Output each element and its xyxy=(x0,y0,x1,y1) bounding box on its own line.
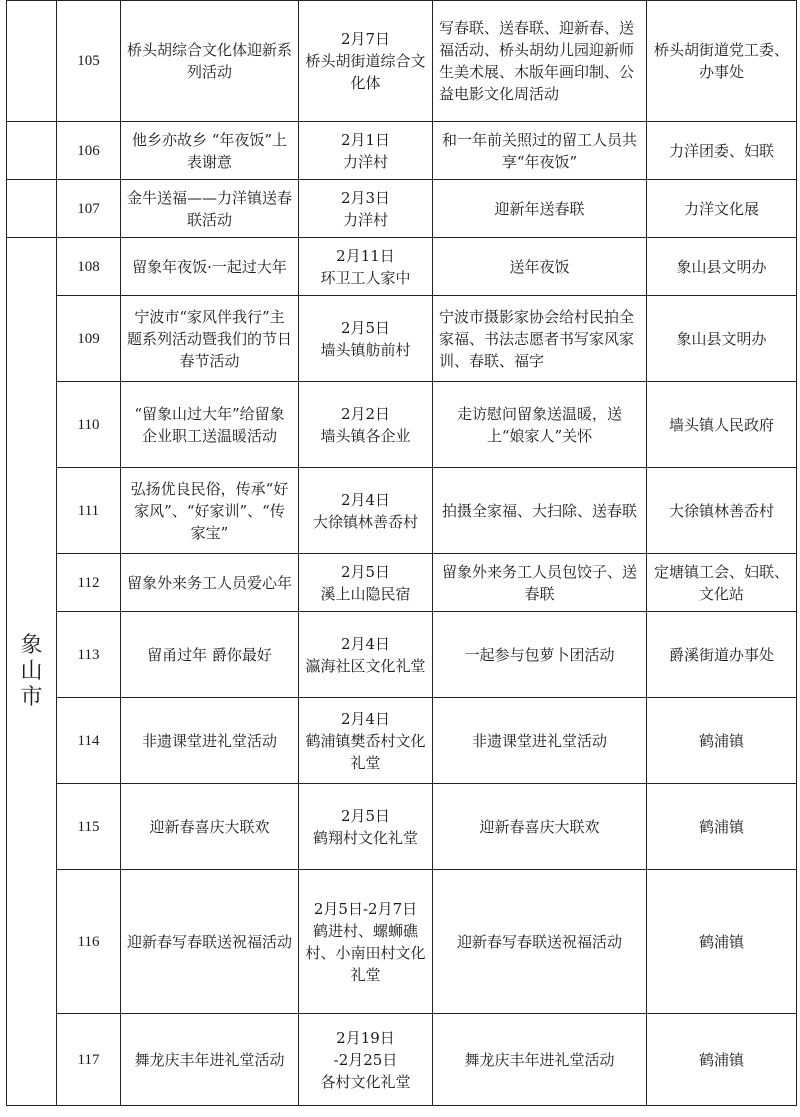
row-number: 105 xyxy=(57,1,121,122)
activity-name: 弘扬优良民俗，传承“好 家风”、“好家训”、“传家宝” xyxy=(121,468,299,554)
activity-name: 留象外来务工人员爱心年 xyxy=(121,554,299,612)
activity-content: 迎新春写春联送祝福活动 xyxy=(433,870,647,1014)
table-row xyxy=(7,784,797,870)
activity-name: 桥头胡综合文化体迎新系列活动 xyxy=(121,1,299,122)
time-place: 2月2日 墙头镇各企业 xyxy=(299,382,433,468)
region-label: 象山市 xyxy=(20,632,43,710)
time-place: 2月4日 瀛海社区文化礼堂 xyxy=(299,612,433,698)
time-place: 2月5日 墙头镇舫前村 xyxy=(299,296,433,382)
table-row xyxy=(7,870,797,1014)
activity-content: 走访慰问留象送温暖，送上“娘家人”关怀 xyxy=(433,382,647,468)
region-cell-blank xyxy=(7,180,57,238)
row-number: 113 xyxy=(57,612,121,698)
row-number: 111 xyxy=(57,468,121,554)
region-cell xyxy=(7,238,57,1106)
activity-name: 他乡亦故乡 “年夜饭”上表谢意 xyxy=(121,122,299,180)
activity-name: 迎新春喜庆大联欢 xyxy=(121,784,299,870)
activity-content: 一起参与包萝卜团活动 xyxy=(433,612,647,698)
time-place: 2月11日 环卫工人家中 xyxy=(299,238,433,296)
activity-name: 留象年夜饭·一起过大年 xyxy=(121,238,299,296)
table-row xyxy=(7,1,797,122)
organizer: 鹤浦镇 xyxy=(647,870,797,1014)
organizer: 象山县文明办 xyxy=(647,238,797,296)
organizer: 力洋团委、妇联 xyxy=(647,122,797,180)
row-number: 114 xyxy=(57,698,121,784)
table-row xyxy=(7,468,797,554)
activity-content: 迎新春喜庆大联欢 xyxy=(433,784,647,870)
activity-name: 非遗课堂进礼堂活动 xyxy=(121,698,299,784)
activity-name: 迎新春写春联送祝福活动 xyxy=(121,870,299,1014)
activity-content: 写春联、送春联、迎新春、送福活动、桥头胡幼儿园迎新师生美术展、木版年画印制、公益电影文化周活动 xyxy=(433,1,647,122)
activity-name: 宁波市“家风伴我行”主题系列活动暨我们的节日春节活动 xyxy=(121,296,299,382)
row-number: 109 xyxy=(57,296,121,382)
organizer: 鹤浦镇 xyxy=(647,698,797,784)
activity-content: 舞龙庆丰年进礼堂活动 xyxy=(433,1014,647,1106)
table-row xyxy=(7,382,797,468)
activities-table xyxy=(6,0,797,1106)
row-number: 117 xyxy=(57,1014,121,1106)
region-cell-blank xyxy=(7,1,57,122)
organizer: 桥头胡街道党工委、办事处 xyxy=(647,1,797,122)
time-place: 2月4日 大徐镇林善岙村 xyxy=(299,468,433,554)
time-place: 2月4日 鹤浦镇樊岙村文化礼堂 xyxy=(299,698,433,784)
activity-name: “留象山过大年”给留象企业职工送温暖活动 xyxy=(121,382,299,468)
organizer: 墙头镇人民政府 xyxy=(647,382,797,468)
activity-content: 和一年前关照过的留工人员共享“年夜饭” xyxy=(433,122,647,180)
table-row xyxy=(7,180,797,238)
table-row xyxy=(7,296,797,382)
time-place: 2月3日 力洋村 xyxy=(299,180,433,238)
table-row xyxy=(7,612,797,698)
table-row xyxy=(7,238,797,296)
row-number: 115 xyxy=(57,784,121,870)
activity-content: 宁波市摄影家协会给村民拍全家福、书法志愿者书写家风家训、春联、福字 xyxy=(433,296,647,382)
row-number: 106 xyxy=(57,122,121,180)
organizer: 象山县文明办 xyxy=(647,296,797,382)
organizer: 鹤浦镇 xyxy=(647,784,797,870)
table-row xyxy=(7,554,797,612)
time-place: 2月5日 溪上山隐民宿 xyxy=(299,554,433,612)
region-cell-blank xyxy=(7,122,57,180)
organizer: 大徐镇林善岙村 xyxy=(647,468,797,554)
table-row xyxy=(7,1014,797,1106)
activity-content: 非遗课堂进礼堂活动 xyxy=(433,698,647,784)
row-number: 107 xyxy=(57,180,121,238)
time-place: 2月19日 -2月25日 各村文化礼堂 xyxy=(299,1014,433,1106)
time-place: 2月1日 力洋村 xyxy=(299,122,433,180)
row-number: 108 xyxy=(57,238,121,296)
time-place: 2月5日 鹤翔村文化礼堂 xyxy=(299,784,433,870)
row-number: 116 xyxy=(57,870,121,1014)
organizer: 爵溪街道办事处 xyxy=(647,612,797,698)
table-row xyxy=(7,122,797,180)
table-body xyxy=(7,1,797,1106)
activity-content: 送年夜饭 xyxy=(433,238,647,296)
activity-name: 金牛送福——力洋镇送春联活动 xyxy=(121,180,299,238)
organizer: 定塘镇工会、妇联、文化站 xyxy=(647,554,797,612)
activity-content: 迎新年送春联 xyxy=(433,180,647,238)
organizer: 力洋文化展 xyxy=(647,180,797,238)
table-row xyxy=(7,698,797,784)
activity-name: 留甬过年 爵你最好 xyxy=(121,612,299,698)
time-place: 2月7日 桥头胡街道综合文化体 xyxy=(299,1,433,122)
organizer: 鹤浦镇 xyxy=(647,1014,797,1106)
activity-name: 舞龙庆丰年进礼堂活动 xyxy=(121,1014,299,1106)
row-number: 110 xyxy=(57,382,121,468)
activity-content: 留象外来务工人员包饺子、送春联 xyxy=(433,554,647,612)
time-place: 2月5日-2月7日 鹤进村、螺蛳礁村、小南田村文化礼堂 xyxy=(299,870,433,1014)
activity-content: 拍摄全家福、大扫除、送春联 xyxy=(433,468,647,554)
row-number: 112 xyxy=(57,554,121,612)
